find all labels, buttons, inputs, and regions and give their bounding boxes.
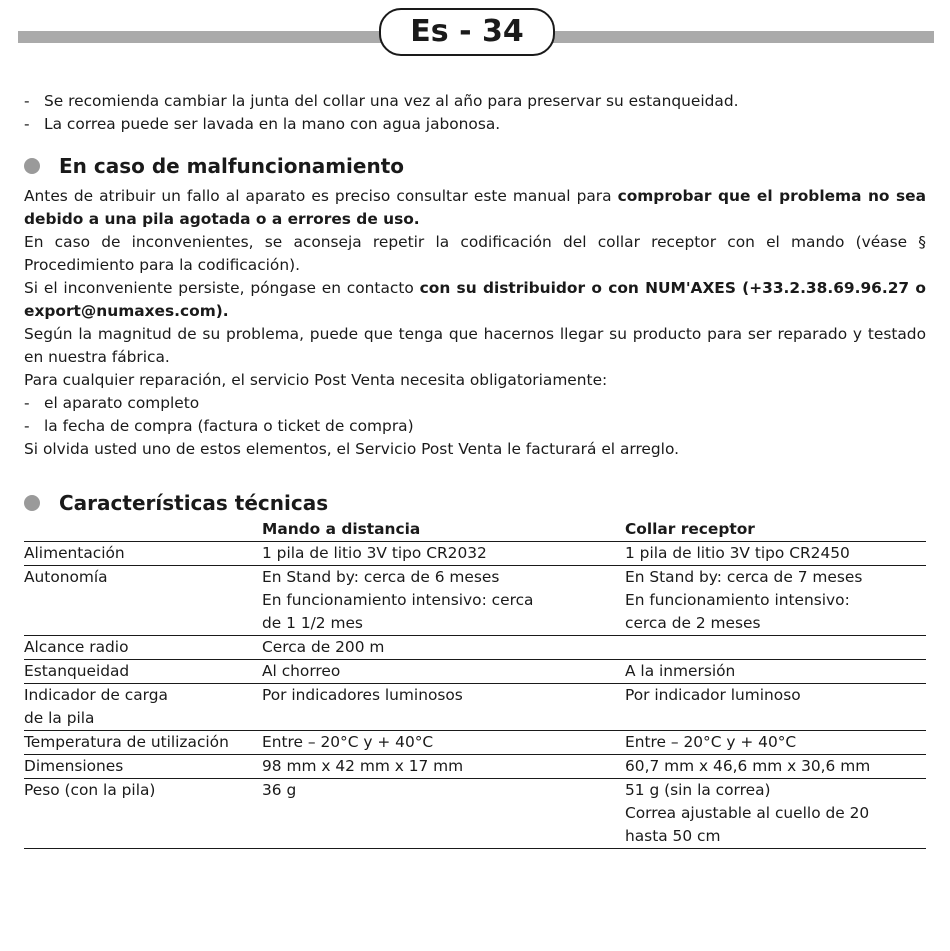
- bullet-dot-icon: [24, 158, 40, 174]
- malfunction-paragraph: Antes de atribuir un fallo al aparato es preciso consultar este manual para comprobar que el problema no sea debido a una pila agotada o a errores de uso.: [24, 187, 926, 228]
- specs-cell-remote: [262, 684, 625, 731]
- specs-cell-collar: [625, 684, 926, 731]
- specs-cell-remote: [262, 779, 625, 849]
- specs-header-empty: [24, 518, 262, 542]
- specs-row: [24, 566, 926, 636]
- malfunction-paragraph: Para cualquier reparación, el servicio Post Venta necesita obligatoriamente:: [24, 371, 608, 389]
- specs-row: [24, 636, 926, 660]
- malfunction-paragraph: En caso de inconvenientes, se aconseja repetir la codificación del collar receptor con el mando (véase § Procedimiento para la codificación).: [24, 233, 926, 274]
- specs-header-collar: Collar receptor: [625, 518, 926, 542]
- cell-text-line: Temperatura de utilización: [24, 733, 229, 751]
- specs-cell-collar: [625, 660, 926, 684]
- cell-text-line: 1 pila de litio 3V tipo CR2032: [262, 544, 487, 562]
- cell-text-line: Entre – 20°C y + 40°C: [625, 733, 797, 751]
- specs-row-label: [24, 684, 262, 731]
- intro-bullet: - Se recomienda cambiar la junta del collar una vez al año para preservar su estanqueidad.: [24, 92, 739, 110]
- cell-text-line: 98 mm x 42 mm x 17 mm: [262, 757, 464, 775]
- specs-cell-remote: [262, 660, 625, 684]
- specs-cell-remote: [262, 542, 625, 566]
- malfunction-bullet: - el aparato completo: [24, 394, 200, 412]
- page-content: [24, 90, 926, 849]
- specs-cell-collar: [625, 542, 926, 566]
- cell-text-line: de la pila: [24, 709, 95, 727]
- specs-row-label: [24, 542, 262, 566]
- cell-text-line: A la inmersión: [625, 662, 736, 680]
- section-title-specs: Características técnicas: [24, 488, 926, 518]
- malfunction-paragraph: Según la magnitud de su problema, puede que tenga que hacernos llegar su producto para ser reparado y testado en nuestra fábrica.: [24, 325, 926, 366]
- specs-row: [24, 660, 926, 684]
- cell-text-line: En funcionamiento intensivo:: [625, 591, 850, 609]
- cell-text-line: Estanqueidad: [24, 662, 130, 680]
- cell-text-line: Entre – 20°C y + 40°C: [262, 733, 434, 751]
- cell-text-line: hasta 50 cm: [625, 827, 721, 845]
- specs-cell-collar: [625, 566, 926, 636]
- malfunction-paragraph: Si el inconveniente persiste, póngase en contacto con su distribuidor o con NUM'AXES (+33.2.38.69.96.27 o export@numaxes.com).: [24, 279, 926, 320]
- specs-cell-remote: [262, 731, 625, 755]
- cell-text-line: En Stand by: cerca de 6 meses: [262, 568, 500, 586]
- cell-text-line: 60,7 mm x 46,6 mm x 30,6 mm: [625, 757, 871, 775]
- specs-header-remote: Mando a distancia: [262, 518, 625, 542]
- cell-text-line: Al chorreo: [262, 662, 341, 680]
- specs-cell-collar: [625, 731, 926, 755]
- specs-row-label: [24, 636, 262, 660]
- specs-row-label: [24, 731, 262, 755]
- specs-row-label: [24, 755, 262, 779]
- cell-text-line: Alimentación: [24, 544, 125, 562]
- specs-row: [24, 684, 926, 731]
- specs-cell-collar: [625, 636, 926, 660]
- cell-text-line: Alcance radio: [24, 638, 129, 656]
- section-title-malfunction: En caso de malfuncionamiento: [24, 151, 926, 181]
- cell-text-line: Por indicador luminoso: [625, 686, 801, 704]
- specs-row: [24, 779, 926, 849]
- specs-row: [24, 731, 926, 755]
- page-number-badge: Es - 34: [379, 8, 555, 56]
- cell-text-line: En Stand by: cerca de 7 meses: [625, 568, 863, 586]
- cell-text-line: 36 g: [262, 781, 297, 799]
- cell-text-line: 1 pila de litio 3V tipo CR2450: [625, 544, 850, 562]
- specs-cell-remote: [262, 636, 625, 660]
- cell-text-line: Autonomía: [24, 568, 108, 586]
- specs-row-label: [24, 779, 262, 849]
- specs-cell-collar: [625, 779, 926, 849]
- bullet-dot-icon: [24, 495, 40, 511]
- malfunction-bullet: - la fecha de compra (factura o ticket de compra): [24, 417, 414, 435]
- specs-cell-collar: [625, 755, 926, 779]
- specs-cell-remote: [262, 755, 625, 779]
- specs-row: [24, 542, 926, 566]
- cell-text-line: En funcionamiento intensivo: cerca: [262, 591, 534, 609]
- cell-text-line: Dimensiones: [24, 757, 124, 775]
- specs-table: [24, 518, 926, 849]
- cell-text-line: Por indicadores luminosos: [262, 686, 463, 704]
- specs-row: [24, 755, 926, 779]
- cell-text-line: Cerca de 200 m: [262, 638, 385, 656]
- specs-row-label: [24, 660, 262, 684]
- cell-text-line: Peso (con la pila): [24, 781, 156, 799]
- specs-row-label: [24, 566, 262, 636]
- cell-text-line: Correa ajustable al cuello de 20: [625, 804, 870, 822]
- specs-cell-remote: [262, 566, 625, 636]
- cell-text-line: cerca de 2 meses: [625, 614, 761, 632]
- cell-text-line: de 1 1/2 mes: [262, 614, 363, 632]
- cell-text-line: 51 g (sin la correa): [625, 781, 771, 799]
- cell-text-line: Indicador de carga: [24, 686, 168, 704]
- intro-bullet: - La correa puede ser lavada en la mano con agua jabonosa.: [24, 115, 501, 133]
- malfunction-paragraph: Si olvida usted uno de estos elementos, el Servicio Post Venta le facturará el arreglo.: [24, 440, 679, 458]
- specs-header-row: [24, 518, 926, 542]
